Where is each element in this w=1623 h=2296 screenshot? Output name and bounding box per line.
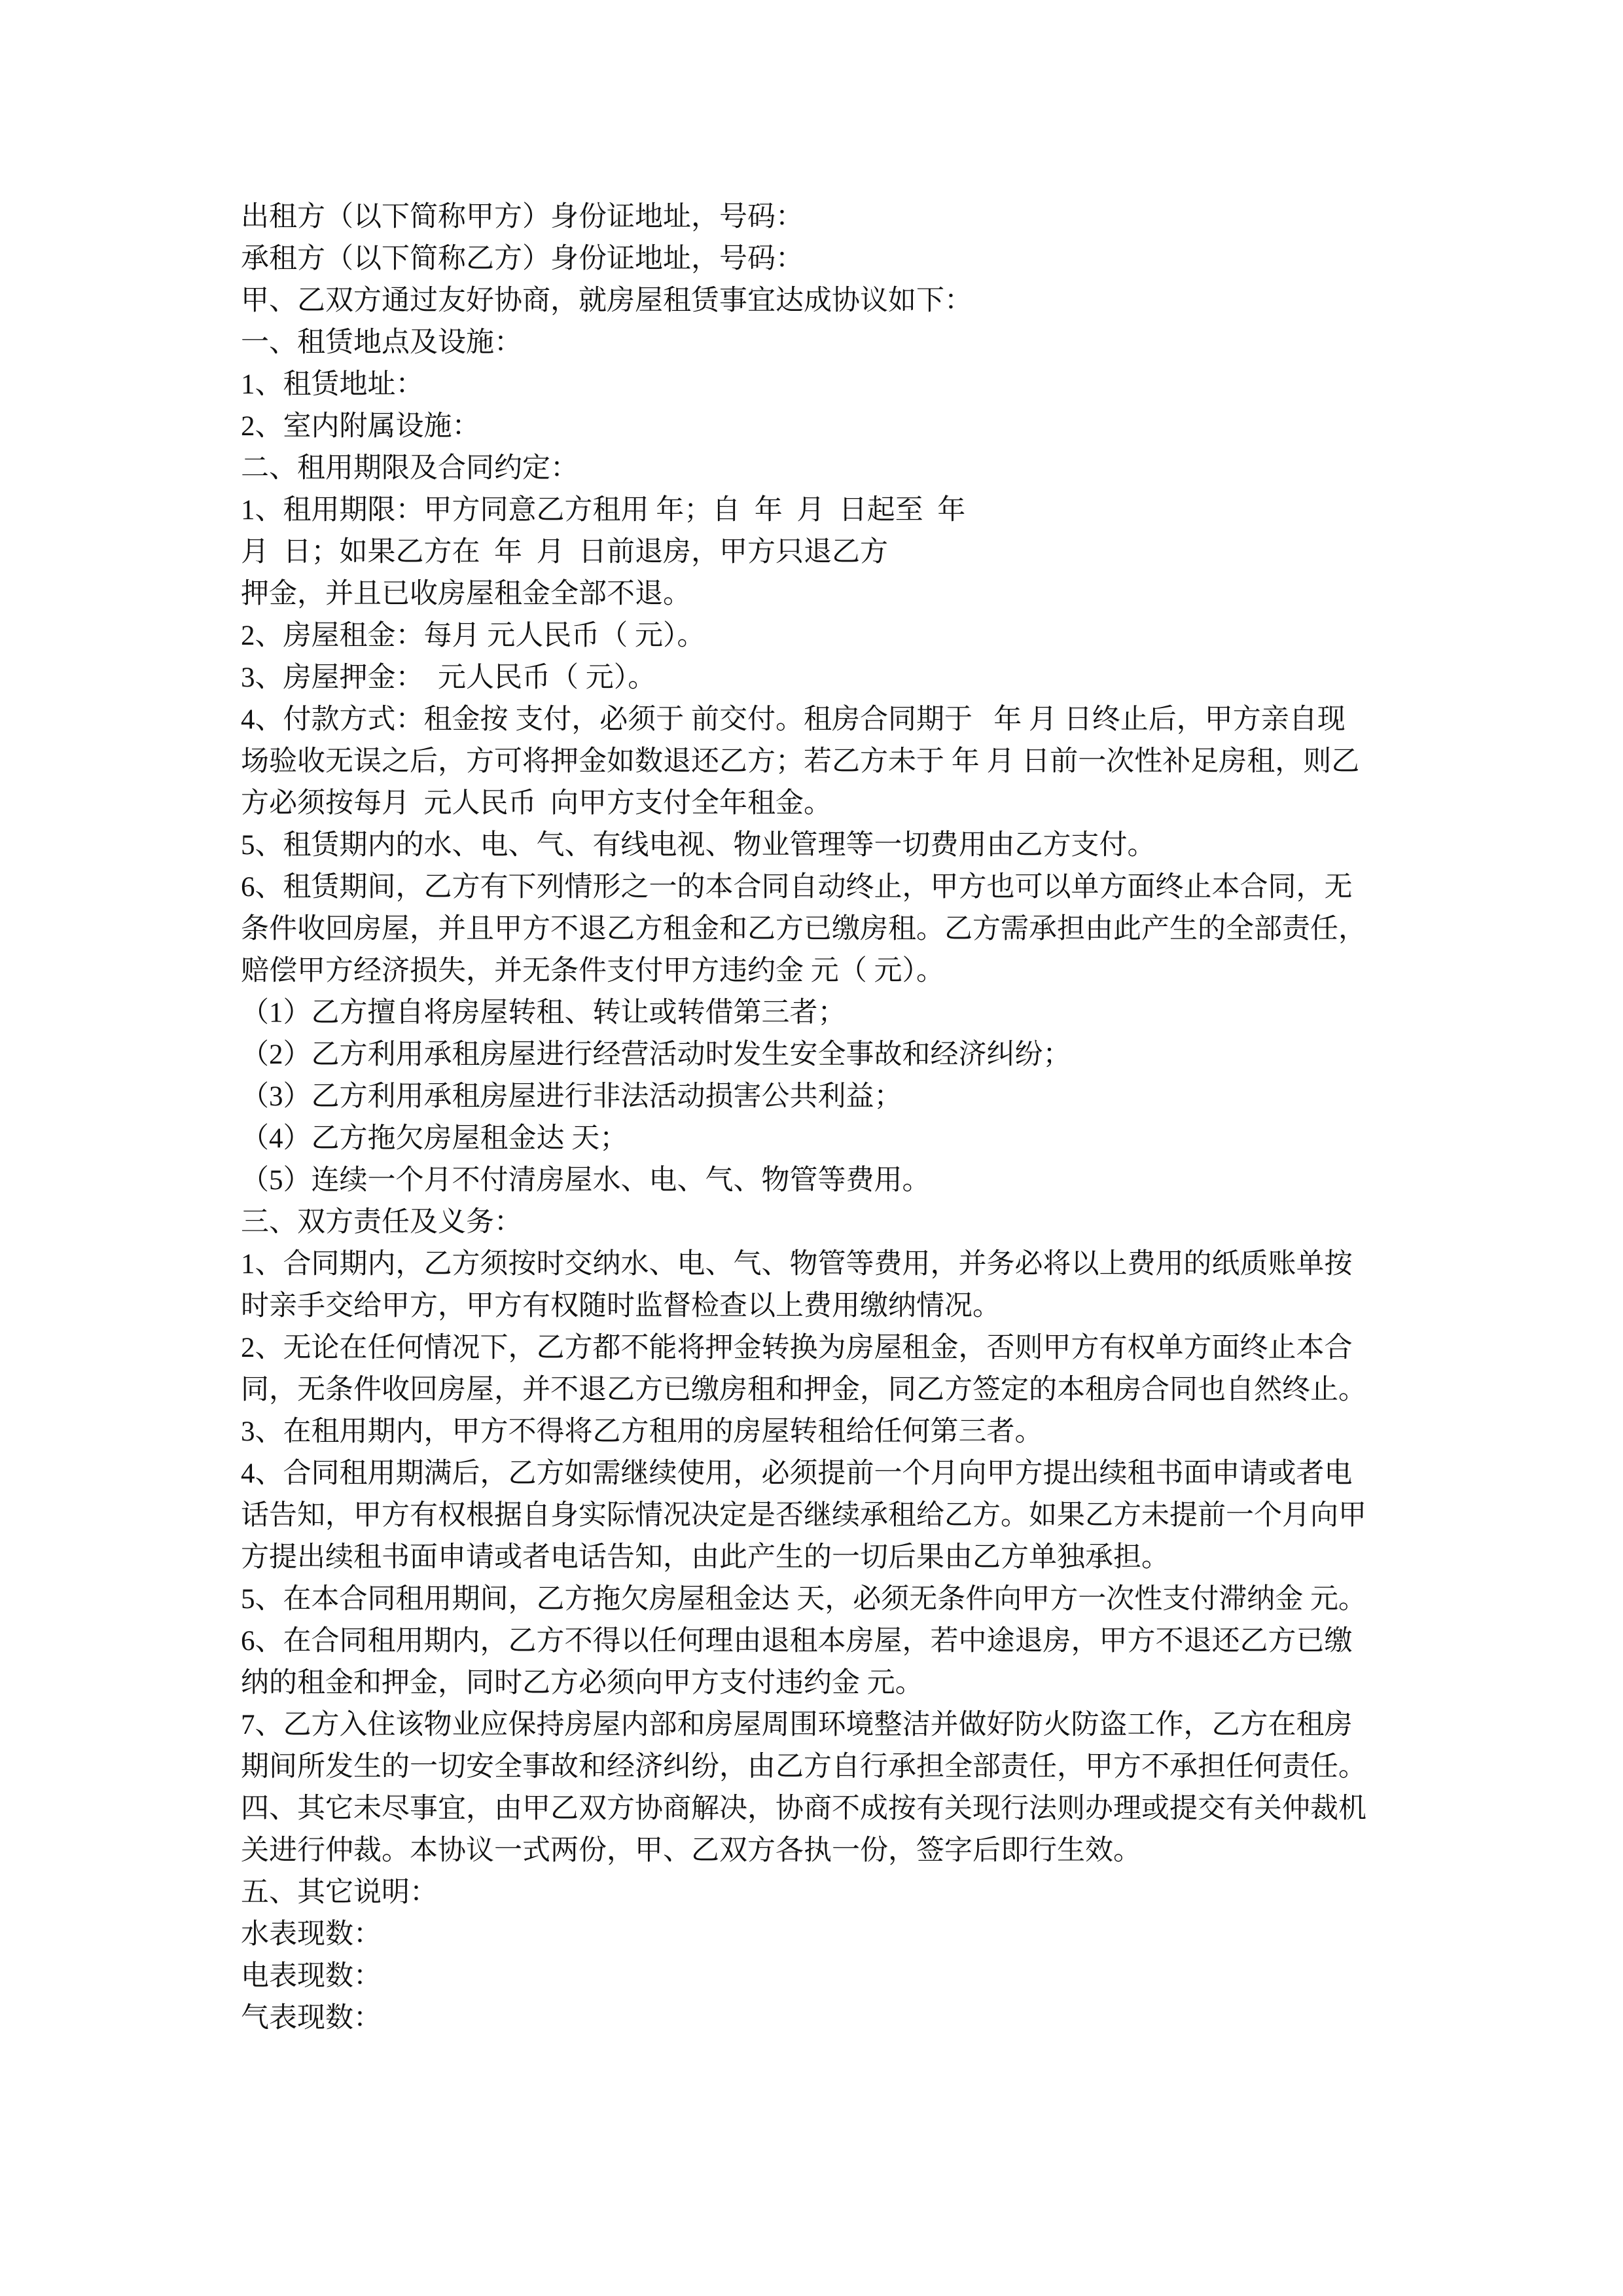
text-line: 月 日；如果乙方在 年 月 日前退房，甲方只退乙方 <box>241 537 888 567</box>
text-line: （2）乙方利用承租房屋进行经营活动时发生安全事故和经济纠纷； <box>241 1039 1071 1070</box>
text-line: 赔偿甲方经济损失，并无条件支付甲方违约金 元（ 元）。 <box>241 956 944 986</box>
text-line: 承租方（以下简称乙方）身份证地址，号码： <box>241 243 804 274</box>
text-line: 押金，并且已收房屋租金全部不退。 <box>241 579 691 609</box>
text-line: 出租方（以下简称甲方）身份证地址，号码： <box>241 202 804 232</box>
text-line: 2、室内附属设施： <box>241 411 480 442</box>
text-line: 时亲手交给甲方，甲方有权随时监督检查以上费用缴纳情况。 <box>241 1291 1001 1321</box>
text-line: 3、在租用期内，甲方不得将乙方租用的房屋转租给任何第三者。 <box>241 1416 1043 1447</box>
text-line: 条件收回房屋，并且甲方不退乙方租金和乙方已缴房租。乙方需承担由此产生的全部责任， <box>241 914 1366 944</box>
text-line: 期间所发生的一切安全事故和经济纠纷，由乙方自行承担全部责任，甲方不承担任何责任。 <box>241 1751 1366 1782</box>
text-line: （3）乙方利用承租房屋进行非法活动损害公共利益； <box>241 1081 902 1112</box>
text-line: 4、合同租用期满后，乙方如需继续使用，必须提前一个月向甲方提出续租书面申请或者电 <box>241 1458 1353 1489</box>
text-line: 6、租赁期间，乙方有下列情形之一的本合同自动终止，甲方也可以单方面终止本合同，无 <box>241 872 1353 903</box>
text-line: 方提出续租书面申请或者电话告知，由此产生的一切后果由乙方单独承担。 <box>241 1542 1169 1573</box>
text-line: （1）乙方擅自将房屋转租、转让或转借第三者； <box>241 997 846 1028</box>
text-line: 方必须按每月 元人民币 向甲方支付全年租金。 <box>241 788 832 819</box>
text-line: 4、付款方式：租金按 支付，必须于 前交付。租房合同期于 年 月 日终止后，甲方亲自现 <box>241 704 1346 735</box>
text-line: 话告知，甲方有权根据自身实际情况决定是否继续承租给乙方。如果乙方未提前一个月向甲 <box>241 1500 1366 1531</box>
text-line: 三、双方责任及义务： <box>241 1207 522 1238</box>
text-line: （5）连续一个月不付清房屋水、电、气、物管等费用。 <box>241 1165 931 1196</box>
text-line: 3、房屋押金： 元人民币（ 元）。 <box>241 662 656 693</box>
text-line: 7、乙方入住该物业应保持房屋内部和房屋周围环境整洁并做好防火防盗工作，乙方在租房 <box>241 1710 1353 1740</box>
text-line: 2、房屋租金：每月 元人民币（ 元）。 <box>241 620 705 651</box>
text-line: 二、租用期限及合同约定： <box>241 453 579 484</box>
text-line: 四、其它未尽事宜，由甲乙双方协商解决，协商不成按有关现行法则办理或提交有关仲裁机 <box>241 1793 1366 1824</box>
text-line: 气表现数： <box>241 2003 382 2034</box>
text-line: 场验收无误之后，方可将押金如数退还乙方；若乙方未于 年 月 日前一次性补足房租，则乙 <box>241 746 1360 777</box>
text-line: 1、租用期限：甲方同意乙方租用 年；自 年 月 日起至 年 <box>241 495 966 526</box>
text-line: 电表现数： <box>241 1961 382 1992</box>
contract-text-block <box>241 196 1419 2039</box>
text-line: 纳的租金和押金，同时乙方必须向甲方支付违约金 元。 <box>241 1668 923 1698</box>
text-line: 同，无条件收回房屋，并不退乙方已缴房租和押金，同乙方签定的本租房合同也自然终止。 <box>241 1374 1366 1405</box>
text-line: 1、租赁地址： <box>241 369 424 400</box>
text-line: 关进行仲裁。本协议一式两份，甲、乙双方各执一份，签字后即行生效。 <box>241 1835 1141 1866</box>
text-line: 水表现数： <box>241 1919 382 1950</box>
text-line: 五、其它说明： <box>241 1877 438 1908</box>
text-line: 5、在本合同租用期间，乙方拖欠房屋租金达 天，必须无条件向甲方一次性支付滞纳金 元。 <box>241 1584 1366 1615</box>
text-line: 甲、乙双方通过友好协商，就房屋租赁事宜达成协议如下： <box>241 285 972 316</box>
text-line: 2、无论在任何情况下，乙方都不能将押金转换为房屋租金，否则甲方有权单方面终止本合 <box>241 1333 1353 1363</box>
text-line: 1、合同期内，乙方须按时交纳水、电、气、物管等费用，并务必将以上费用的纸质账单按 <box>241 1249 1353 1280</box>
text-line: 6、在合同租用期内，乙方不得以任何理由退租本房屋，若中途退房，甲方不退还乙方已缴 <box>241 1626 1353 1657</box>
text-line: （4）乙方拖欠房屋租金达 天； <box>241 1123 628 1154</box>
text-line: 一、租赁地点及设施： <box>241 327 522 358</box>
text-line: 5、租赁期内的水、电、气、有线电视、物业管理等一切费用由乙方支付。 <box>241 830 1156 861</box>
